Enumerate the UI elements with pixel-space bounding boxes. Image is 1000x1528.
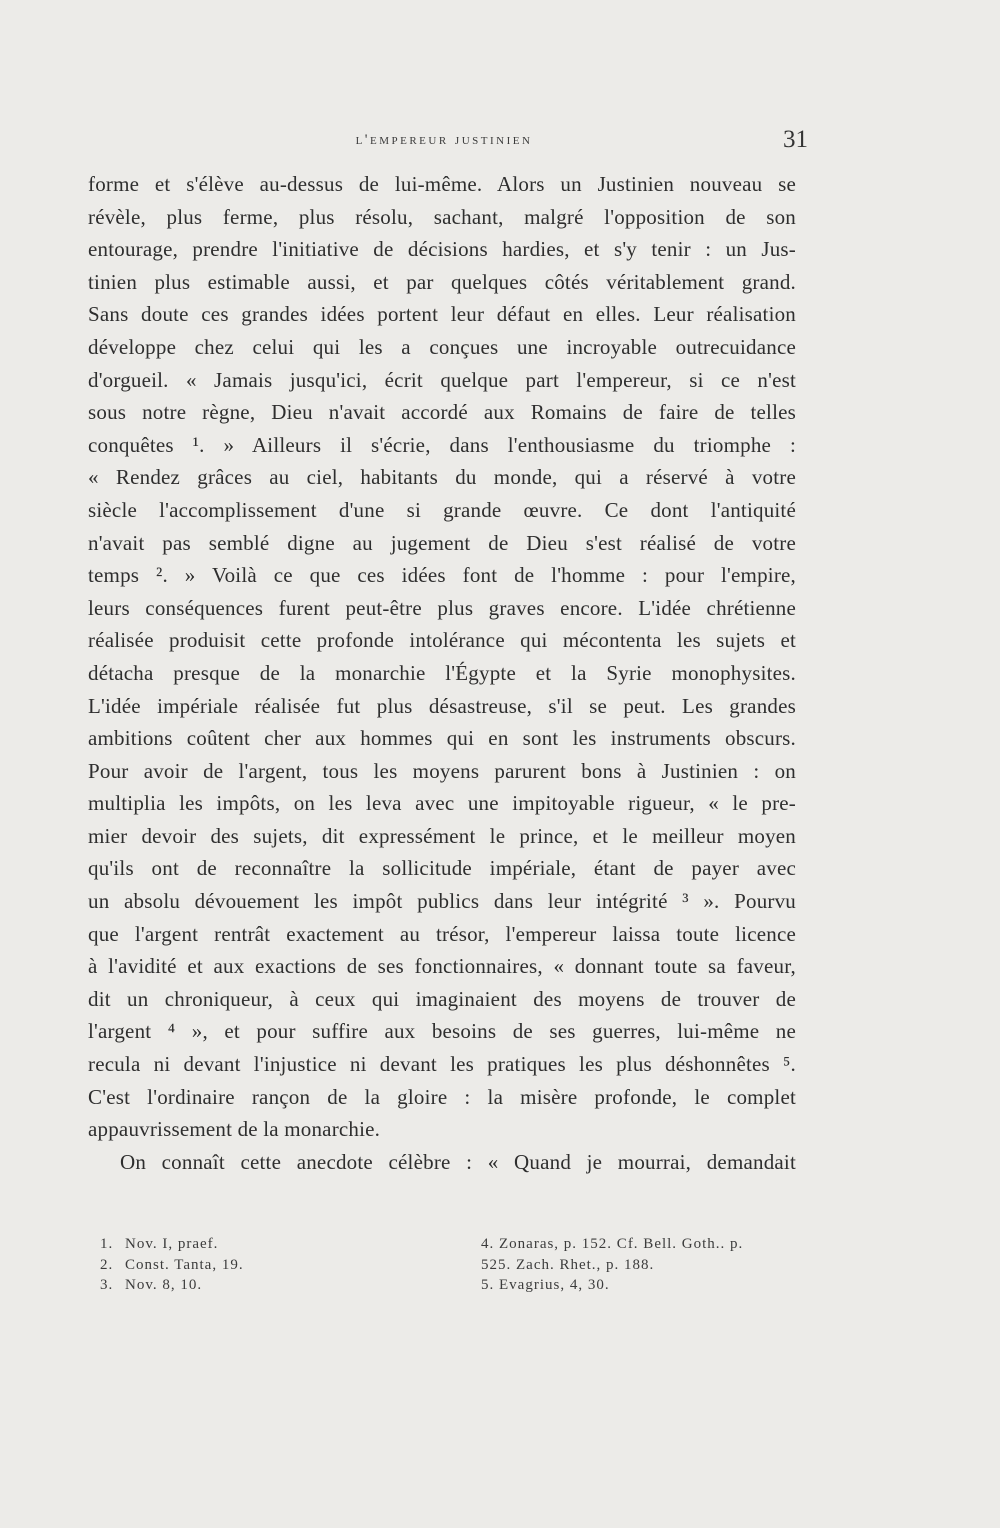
text-line: sous notre règne, Dieu n'avait accordé aux Romains de faire de telles [88,400,796,425]
text-line: dit un chroniqueur, à ceux qui imaginaient des moyens de trouver de [88,986,796,1011]
text-line: C'est l'ordinaire rançon de la gloire : la misère profonde, le complet [88,1084,796,1109]
text-line: On connaît cette anecdote célèbre : « Quand je mourrai, demandait [120,1149,796,1174]
text-line: leurs conséquences furent peut-être plus graves encore. L'idée chrétienne [88,595,796,620]
footnote-text: Const. Tanta, 19. [125,1256,244,1273]
text-line: que l'argent rentrât exactement au trésor, l'empereur laissa toute licence [88,921,796,946]
text-line: entourage, prendre l'initiative de décisions hardies, et s'y tenir : un Jus- [88,237,796,262]
text-line: mier devoir des sujets, dit expressément le prince, et le meilleur moyen [88,823,796,848]
text-line: Pour avoir de l'argent, tous les moyens parurent bons à Justinien : on [88,758,796,783]
text-line: siècle l'accomplissement d'une si grande œuvre. Ce dont l'antiquité [88,497,796,522]
text-line: forme et s'élève au-dessus de lui-même. Alors un Justinien nouveau se [88,172,796,196]
text-line: recula ni devant l'injustice ni devant les pratiques les plus déshonnêtes ⁵. [88,1052,796,1077]
footnote-number: 1. [100,1236,114,1252]
running-title: l'empereur justinien [355,132,533,148]
footnote-line: 525. Zach. Rhet., p. 188. [481,1256,655,1273]
footnote-text: Nov. I, praef. [125,1236,219,1252]
text-line: l'argent ⁴ », et pour suffire aux besoins de ses guerres, lui-même ne [88,1019,796,1044]
text-line: appauvrissement de la monarchie. [88,1117,381,1142]
text-line: à l'avidité et aux exactions de ses fonctionnaires, « donnant toute sa faveur, [88,954,796,979]
footnotes-right-column [481,1234,811,1296]
footnote-line: 4. Zonaras, p. 152. Cf. Bell. Goth.. p. [481,1236,744,1252]
body-text [88,168,796,1178]
text-line: qu'ils ont de reconnaître la sollicitude impériale, étant de payer avec [88,856,796,881]
text-line: révèle, plus ferme, plus résolu, sachant, malgré l'opposition de son [88,204,796,229]
text-line: temps ². » Voilà ce que ces idées font de l'homme : pour l'empire, [88,563,796,588]
text-line: ambitions coûtent cher aux hommes qui en sont les instruments obscurs. [88,726,796,751]
text-line: un absolu dévouement les impôt publics dans leur intégrité ³ ». Pourvu [88,889,796,914]
text-line: d'orgueil. « Jamais jusqu'ici, écrit quelque part l'empereur, si ce n'est [88,367,796,392]
footnote-text: Nov. 8, 10. [125,1277,203,1293]
footnotes-left-column [100,1234,400,1296]
running-head [88,126,808,158]
text-line: tinien plus estimable aussi, et par quelques côtés véritablement grand. [88,269,796,294]
text-line: « Rendez grâces au ciel, habitants du monde, qui a réservé à votre [88,465,796,490]
text-line: réalisée produisit cette profonde intolérance qui mécontenta les sujets et [88,628,796,653]
footnote [100,1234,400,1255]
footnote [100,1255,400,1276]
text-line: multiplia les impôts, on les leva avec une impitoyable rigueur, « le pre- [88,791,796,816]
footnote-line: 5. Evagrius, 4, 30. [481,1277,610,1293]
text-line: Sans doute ces grandes idées portent leur défaut en elles. Leur réalisation [88,302,796,327]
text-line: développe chez celui qui les a conçues une incroyable outrecuidance [88,334,796,359]
text-line: n'avait pas semblé digne au jugement de Dieu s'est réalisé de votre [88,530,796,555]
text-line: conquêtes ¹. » Ailleurs il s'écrie, dans l'enthousiasme du triomphe : [88,432,796,457]
text-line: détacha presque de la monarchie l'Égypte et la Syrie monophysites. [88,660,796,685]
text-line: L'idée impériale réalisée fut plus désastreuse, s'il se peut. Les grandes [88,693,796,718]
footnote-number: 3. [100,1277,114,1293]
page-number: 31 [783,126,808,153]
footnote-number: 2. [100,1256,114,1273]
footnote [100,1275,400,1296]
